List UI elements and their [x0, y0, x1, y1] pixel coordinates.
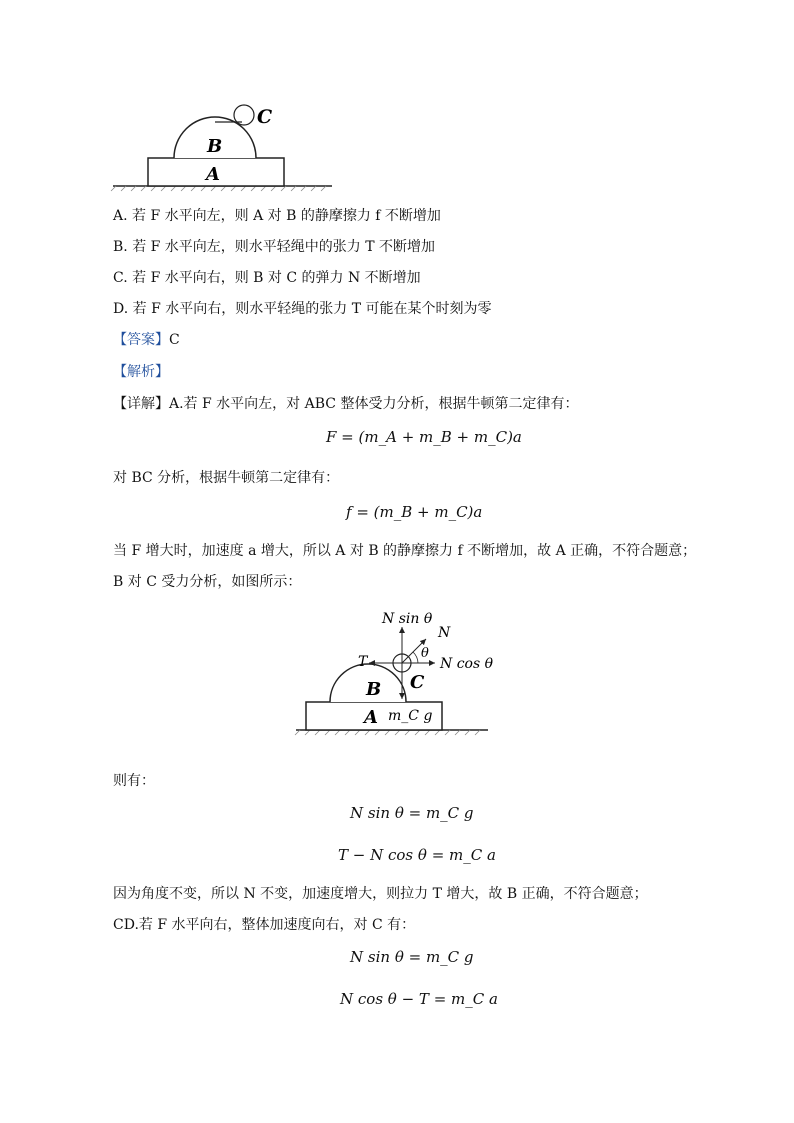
- label-c: C: [410, 672, 425, 693]
- option-b: B. 若 F 水平向左，则水平轻绳中的张力 T 不断增加: [113, 239, 436, 255]
- analysis-label: 【解析】: [113, 364, 169, 380]
- ball-c: [234, 105, 254, 125]
- label-b: B: [366, 679, 382, 700]
- line-when-f-increases: 当 F 增大时，加速度 a 增大，所以 A 对 B 的静摩擦力 f 不断增加，故 A 正确，不符合题意；: [113, 543, 697, 559]
- line-cd: CD.若 F 水平向右，整体加速度向右，对 C 有：: [113, 917, 416, 933]
- answer-value: C: [169, 332, 180, 348]
- label-a: A: [206, 164, 220, 185]
- equation-6: N cos θ − T = m_C a: [340, 990, 498, 1008]
- line-force-analysis-c: B 对 C 受力分析，如图所示：: [113, 574, 302, 590]
- label-b: B: [207, 136, 223, 157]
- equation-4: T − N cos θ = m_C a: [338, 846, 496, 864]
- detail-line: [113, 395, 578, 413]
- line-then: 则有：: [113, 773, 155, 789]
- option-c: C. 若 F 水平向右，则 B 对 C 的弹力 N 不断增加: [113, 270, 421, 286]
- figure-force-diagram: [292, 606, 502, 736]
- label-t: T: [358, 654, 368, 670]
- label-n: N: [438, 625, 451, 641]
- label-c: C: [257, 106, 273, 128]
- label-nsin: N sin θ: [382, 611, 433, 627]
- line-bc-analysis: 对 BC 分析，根据牛顿第二定律有：: [113, 470, 340, 486]
- equation-5: N sin θ = m_C g: [350, 948, 474, 966]
- label-mcg: m_C g: [388, 708, 433, 724]
- equation-2: f = (m_B + m_C)a: [346, 503, 483, 521]
- figure-blocks-setup: [108, 100, 348, 192]
- equation-3: N sin θ = m_C g: [350, 804, 474, 822]
- label-theta: θ: [421, 646, 429, 661]
- detail-label: 【详解】: [113, 396, 169, 412]
- equation-1: F = (m_A + m_B + m_C)a: [326, 428, 522, 446]
- option-d: D. 若 F 水平向右，则水平轻绳的张力 T 可能在某个时刻为零: [113, 301, 492, 317]
- answer-line: [113, 331, 180, 349]
- label-ncos: N cos θ: [440, 656, 494, 672]
- line-because: 因为角度不变，所以 N 不变，加速度增大，则拉力 T 增大，故 B 正确，不符合题意；: [113, 886, 648, 902]
- option-a: A. 若 F 水平向左，则 A 对 B 的静摩擦力 f 不断增加: [113, 208, 441, 224]
- label-a: A: [364, 707, 378, 728]
- answer-label: 【答案】: [113, 332, 169, 348]
- detail-text: A.若 F 水平向左，对 ABC 整体受力分析，根据牛顿第二定律有：: [169, 396, 579, 412]
